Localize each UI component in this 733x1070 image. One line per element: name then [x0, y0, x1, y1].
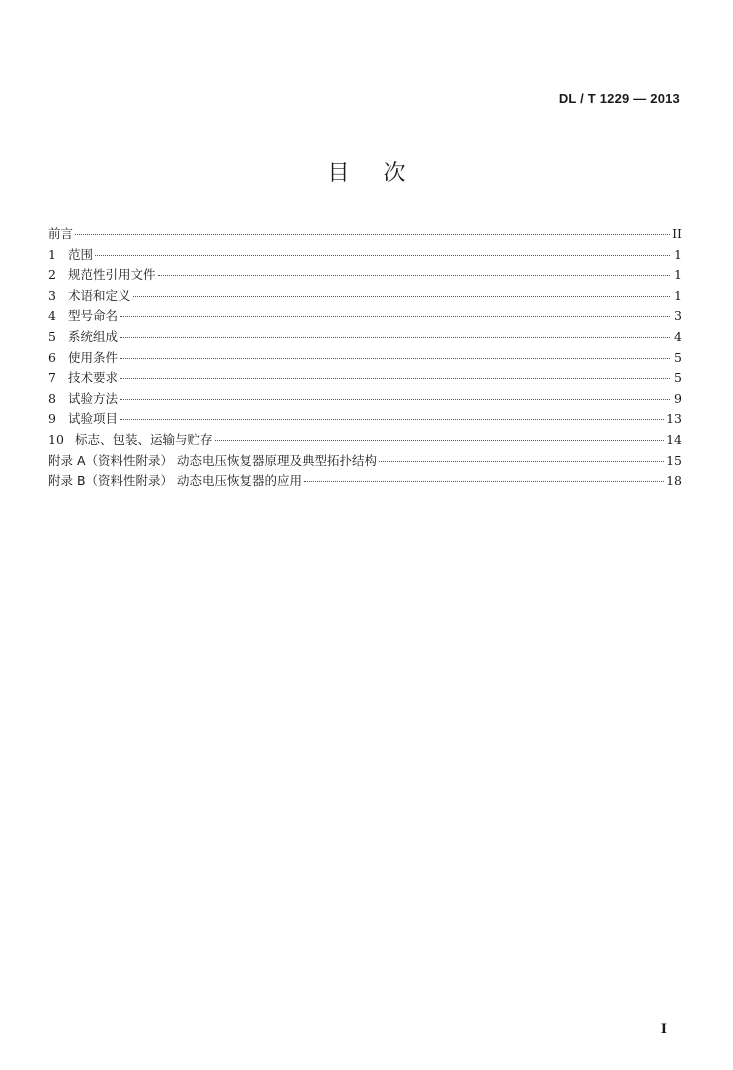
- dot-leader: [120, 357, 670, 359]
- dot-leader: [379, 460, 664, 462]
- toc-entry-title: 附录 B（资料性附录） 动态电压恢复器的应用: [48, 473, 303, 489]
- toc-entry-page: 9: [674, 390, 682, 406]
- dot-leader: [120, 336, 670, 338]
- toc-entry-10[interactable]: [48, 430, 682, 451]
- toc-entry-page: 15: [666, 452, 682, 468]
- dot-leader: [120, 398, 670, 400]
- dot-leader: [75, 233, 670, 235]
- toc-entry-title: 规范性引用文件: [68, 267, 156, 283]
- toc-entry-title: 型号命名: [68, 308, 119, 324]
- toc-entry-number: 3: [48, 287, 56, 303]
- toc-entry-page: 18: [666, 473, 682, 489]
- toc-entry-number: 7: [48, 370, 56, 386]
- toc-entry-page: 4: [674, 328, 682, 344]
- page-title: 目次: [327, 161, 440, 186]
- toc-entry-8[interactable]: [48, 389, 682, 410]
- dot-leader: [120, 377, 670, 379]
- toc-entry-title: 技术要求: [68, 370, 119, 386]
- toc-entry-1[interactable]: [48, 245, 682, 266]
- toc-entry-7[interactable]: [48, 368, 682, 389]
- toc-entry-title: 术语和定义: [68, 287, 131, 303]
- toc-entry-number: 10: [48, 431, 64, 447]
- dot-leader: [133, 295, 670, 297]
- toc-entry-number: 6: [48, 349, 56, 365]
- toc-entry-page: 13: [666, 411, 682, 427]
- dot-leader: [120, 418, 664, 420]
- toc-entry-6[interactable]: [48, 348, 682, 369]
- toc-entry-page: 1: [674, 246, 682, 262]
- toc-entry-title: 标志、包装、运输与贮存: [75, 431, 213, 447]
- dot-leader: [215, 439, 665, 441]
- toc-entry-title: 使用条件: [68, 349, 119, 365]
- toc-entry-title: 前言: [48, 226, 74, 241]
- dot-leader: [304, 480, 664, 482]
- toc-entry-number: 2: [48, 267, 56, 283]
- toc-entry-title: 试验方法: [68, 390, 119, 406]
- toc-entry-number: 4: [48, 308, 56, 324]
- toc-entry-title: 附录 A（资料性附录） 动态电压恢复器原理及典型拓扑结构: [48, 452, 377, 468]
- toc-entry-number: 9: [48, 411, 56, 427]
- dot-leader: [158, 274, 670, 276]
- toc-entry-number: 8: [48, 390, 56, 406]
- dot-leader: [95, 254, 670, 256]
- toc-entry-page: 1: [674, 267, 682, 283]
- toc-entry-number: 5: [48, 328, 56, 344]
- toc-entry-page: 14: [666, 431, 682, 447]
- toc-entry-3[interactable]: [48, 286, 682, 307]
- toc-entry-title: 范围: [68, 246, 94, 262]
- toc-entry-appendix-b[interactable]: [48, 471, 682, 492]
- table-of-contents: [48, 224, 682, 492]
- toc-entry-foreword[interactable]: [48, 224, 682, 245]
- toc-entry-number: 1: [48, 246, 56, 262]
- toc-entry-2[interactable]: [48, 265, 682, 286]
- toc-entry-page: 5: [674, 349, 682, 365]
- toc-entry-appendix-a[interactable]: [48, 451, 682, 472]
- toc-entry-page: II: [672, 226, 682, 241]
- toc-entry-page: 5: [674, 370, 682, 386]
- page-number: I: [660, 1022, 667, 1037]
- document-code: DL / T 1229 — 2013: [558, 91, 680, 106]
- dot-leader: [120, 315, 670, 317]
- toc-entry-4[interactable]: [48, 306, 682, 327]
- toc-entry-9[interactable]: [48, 409, 682, 430]
- toc-entry-title: 系统组成: [68, 328, 119, 344]
- toc-entry-title: 试验项目: [68, 411, 119, 427]
- toc-entry-5[interactable]: [48, 327, 682, 348]
- toc-entry-page: 1: [674, 287, 682, 303]
- toc-entry-page: 3: [674, 308, 682, 324]
